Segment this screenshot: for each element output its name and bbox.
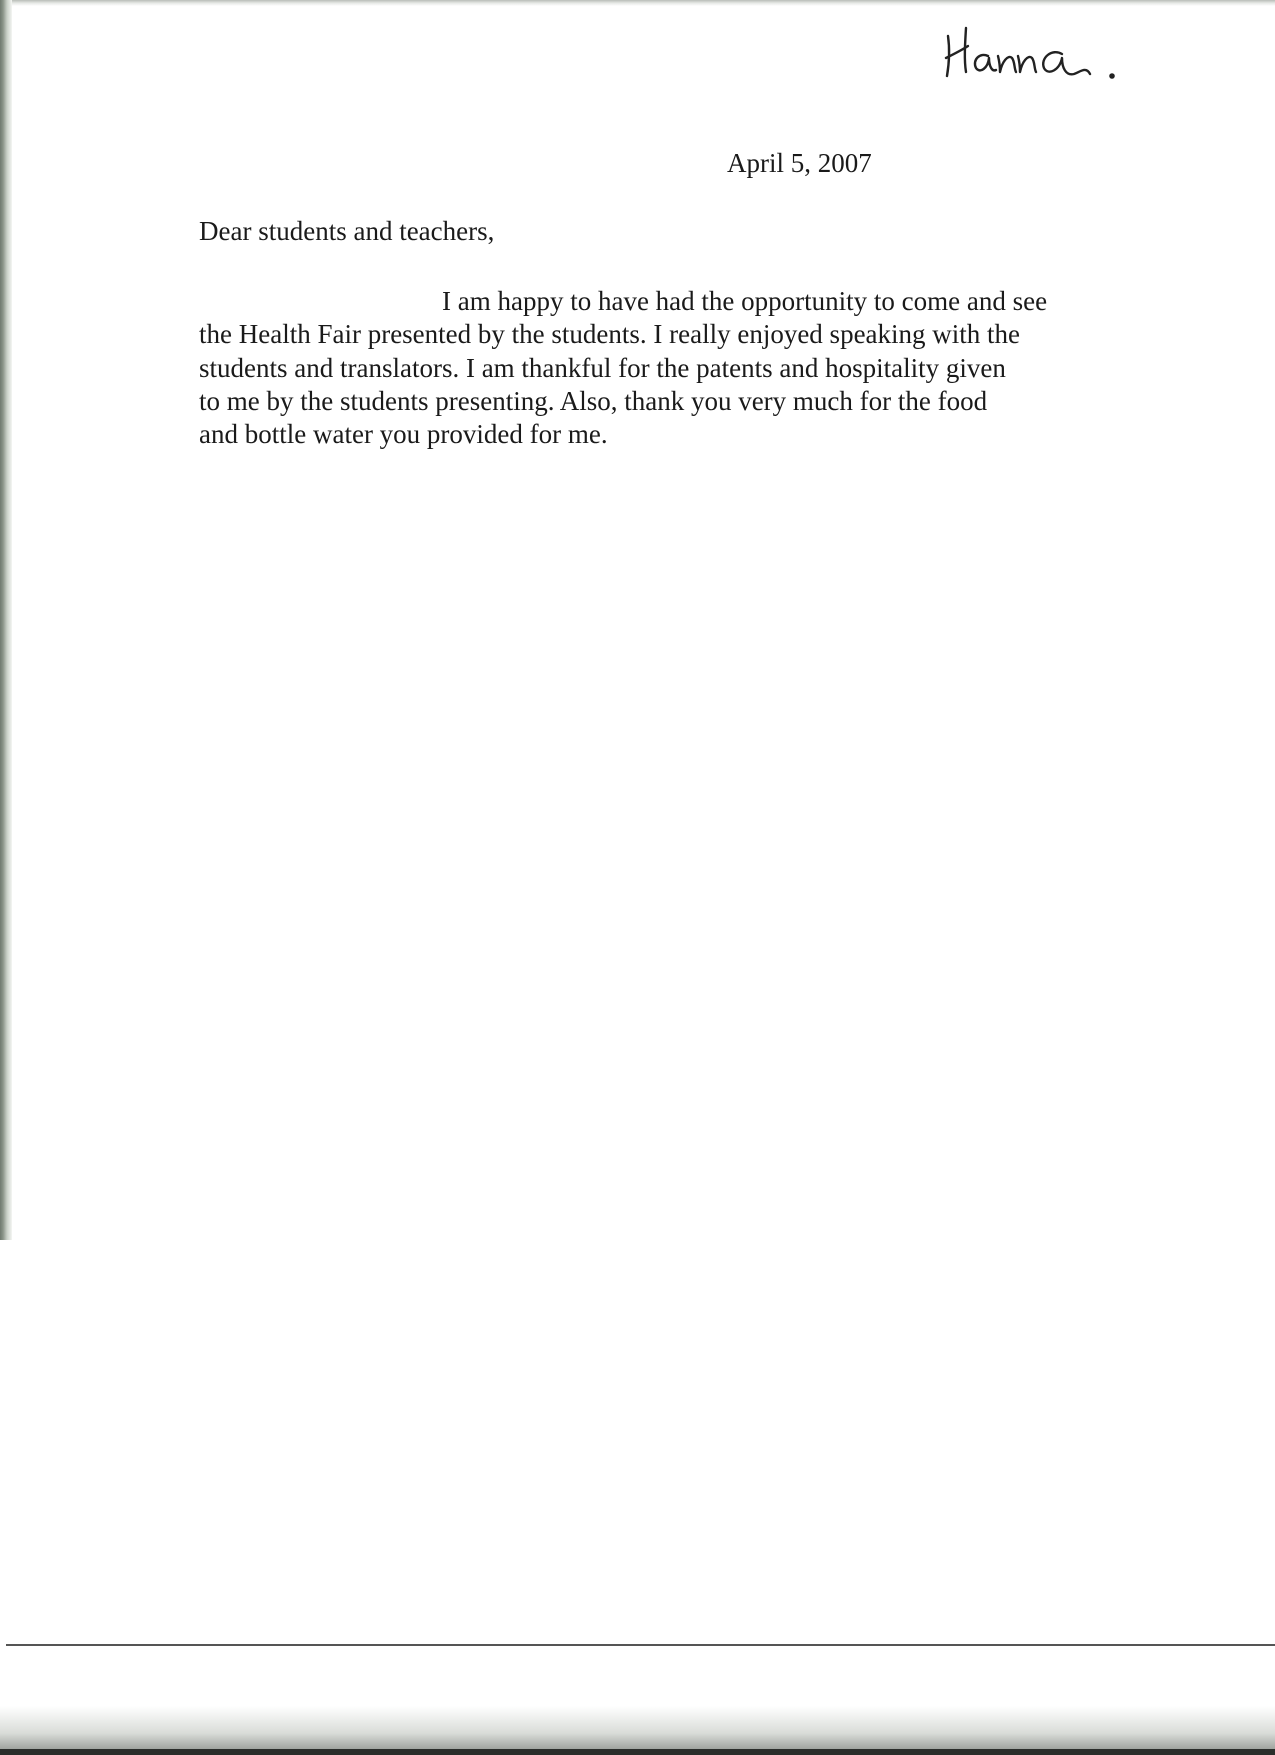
scan-bottom-shadow [0,1646,1275,1755]
scan-top-edge [0,0,1275,6]
body-line: I am happy to have had the opportunity to come and see [442,286,1048,316]
letter-date: April 5, 2007 [727,148,872,178]
body-line: students and translators. I am thankful for the patents and hospitality given [199,352,1006,383]
scan-left-edge [0,0,12,1240]
body-line: to me by the students presenting. Also, thank you very much for the food [199,385,988,416]
letter-salutation: Dear students and teachers, [199,216,495,246]
scan-bottom-edge [0,1749,1275,1755]
body-line: and bottle water you provided for me. [199,419,608,450]
handwritten-signature [940,14,1170,94]
letter-body [199,285,1099,451]
body-line: the Health Fair presented by the students. I really enjoyed speaking with the [199,319,1021,350]
